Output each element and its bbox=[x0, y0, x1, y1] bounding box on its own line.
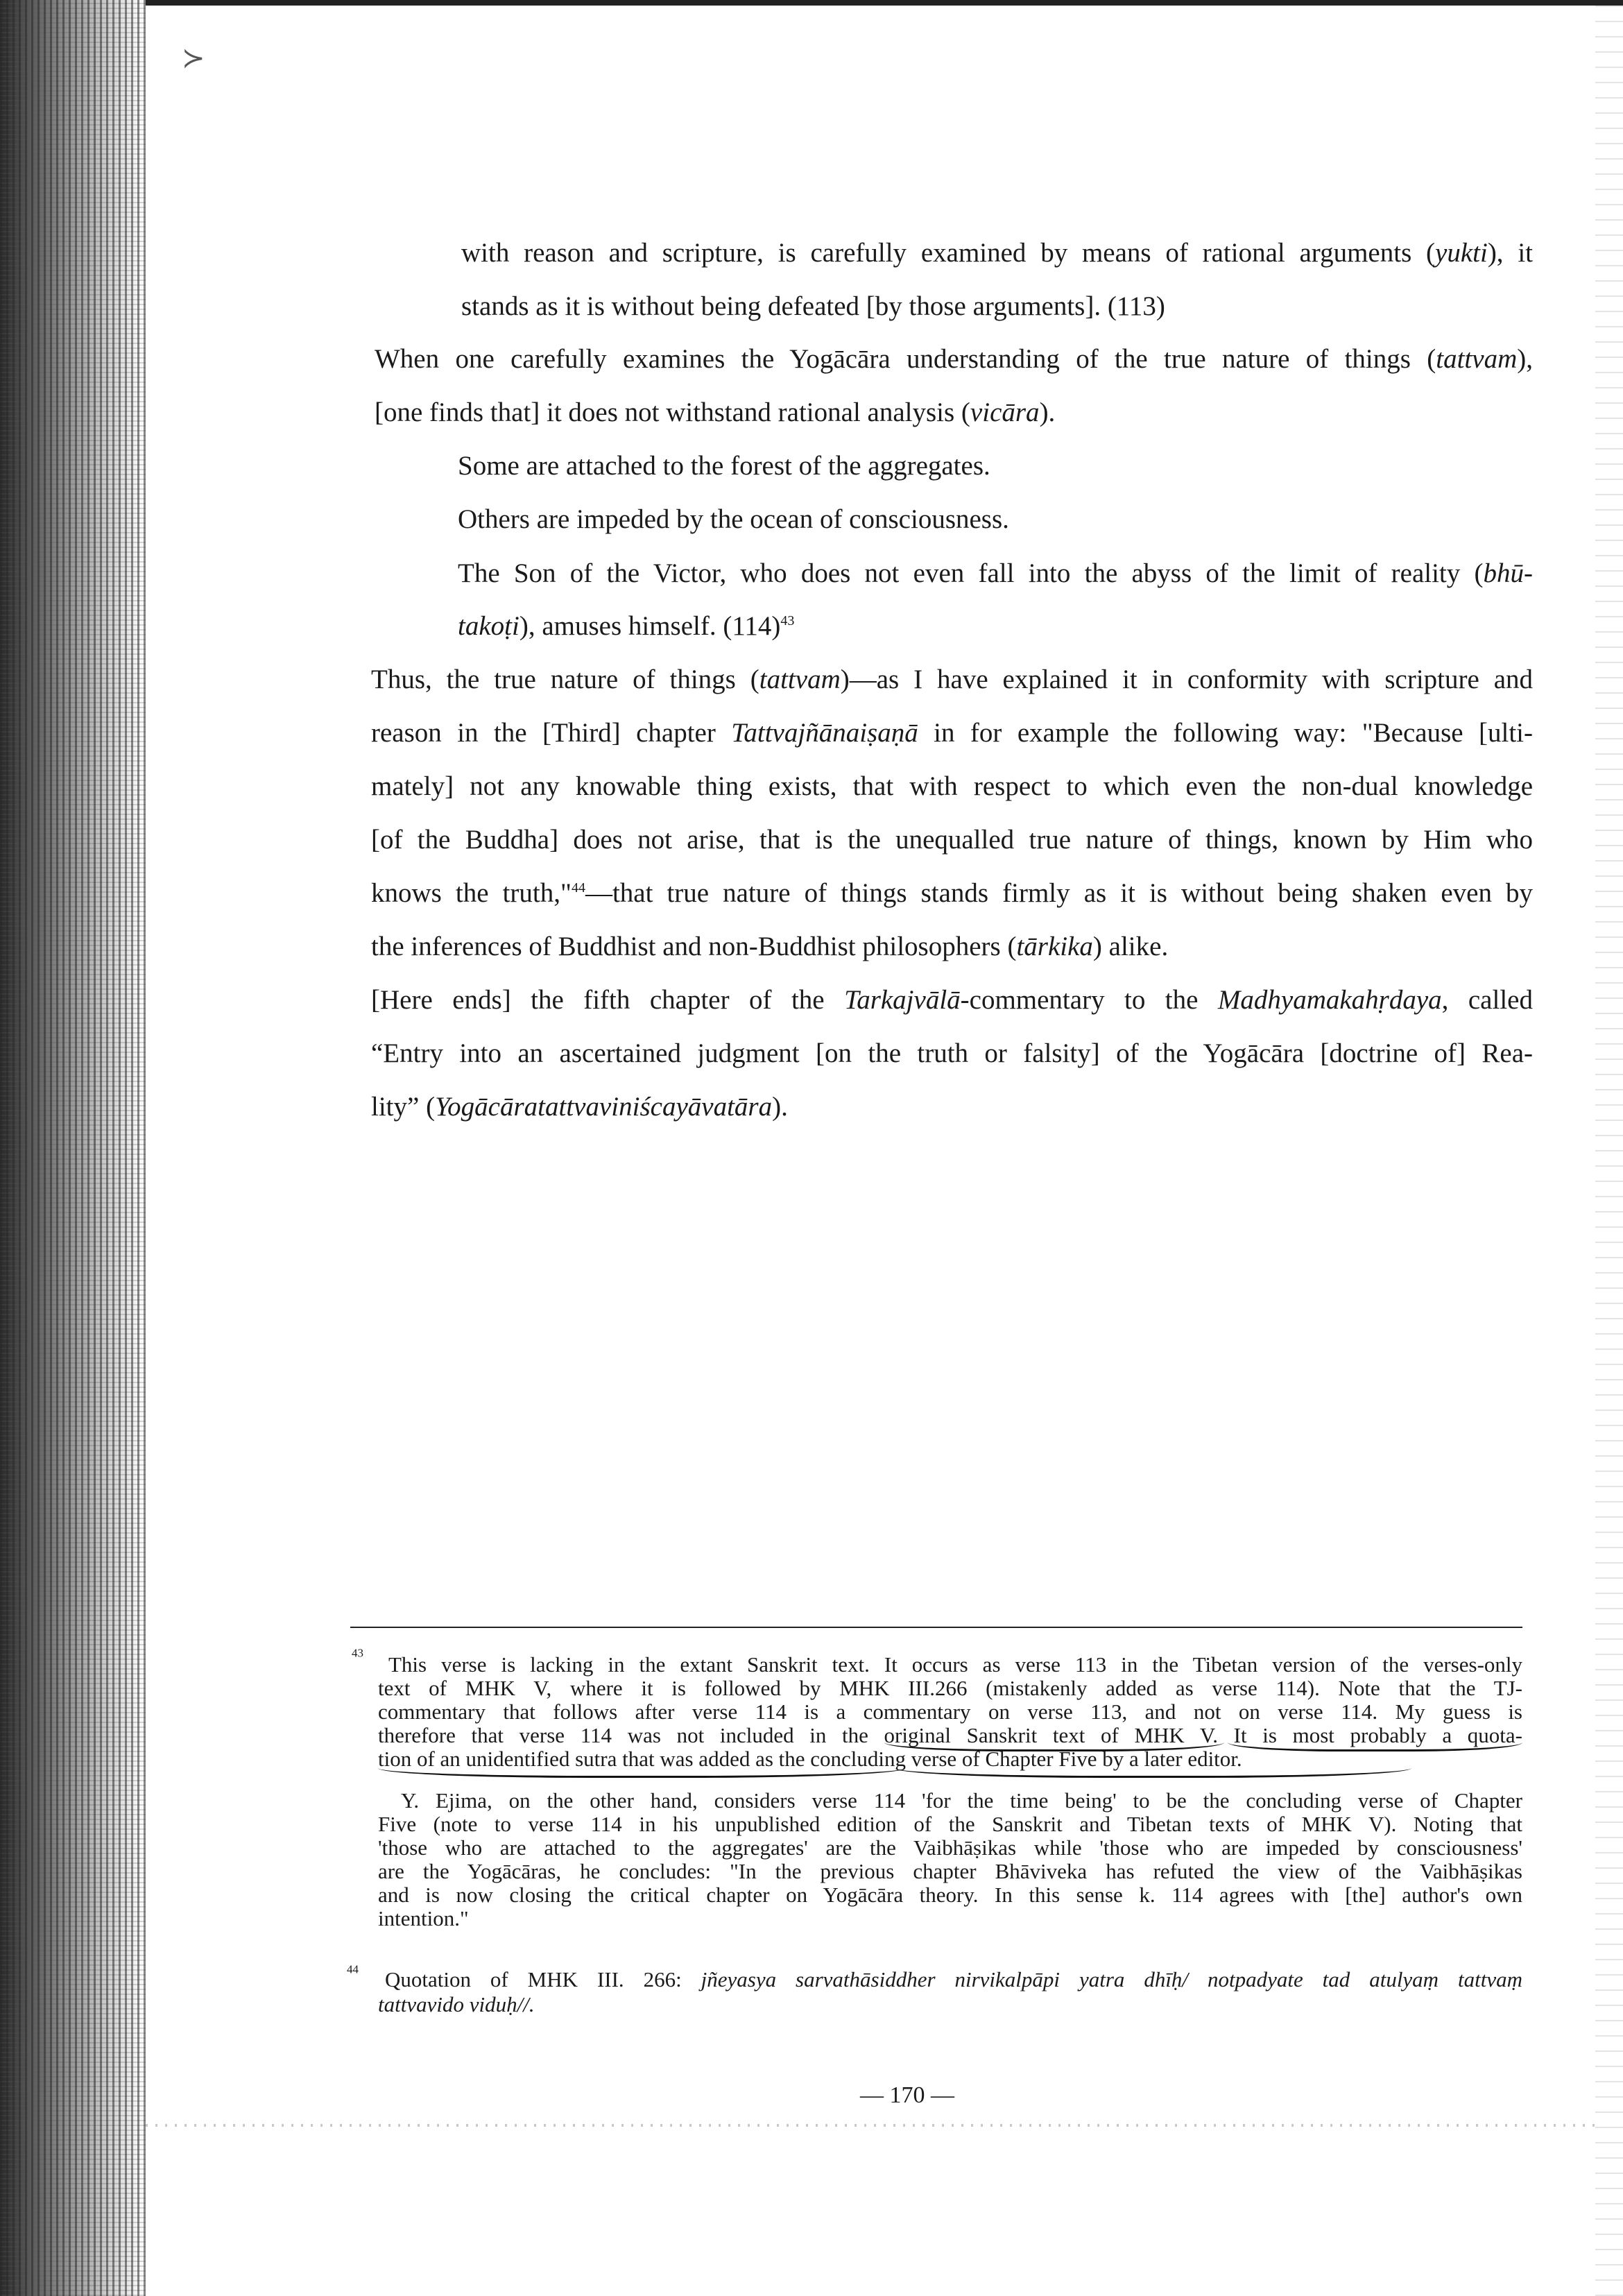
p1-line-2: stands as it is without being defeated [by those arguments]. (113) bbox=[461, 291, 1165, 321]
footnote-separator bbox=[350, 1627, 1522, 1628]
footnote-43-line-7: Five (note to verse 114 in his unpublished edition of the Sanskrit and Tibetan texts of MHK V). Noting that bbox=[378, 1812, 1522, 1836]
scan-bottom-noise bbox=[146, 2124, 1602, 2127]
p3-line-1: Thus, the true nature of things (tattvam)—as I have explained it in conformity with scripture and bbox=[371, 665, 1534, 694]
book-binding-shadow bbox=[0, 0, 146, 2296]
p4-line-3: lity” (Yogācāratattvaviniścayāvatāra). bbox=[371, 1092, 788, 1122]
footnote-43-line-9: are the Yogācāras, he concludes: "In the previous chapter Bhāviveka has refuted the view of the Vaibhāṣikas bbox=[378, 1859, 1522, 1883]
footnote-43-line-2: text of MHK V, where it is followed by MHK III.266 (mistakenly added as verse 114). Note that the TJ- bbox=[378, 1676, 1522, 1700]
handwritten-underline-4 bbox=[895, 1767, 1411, 1778]
p2-line-2: [one finds that] it does not withstand rational analysis (vicāra). bbox=[375, 397, 1056, 427]
footnote-ref-44: 44 bbox=[571, 880, 585, 896]
footnote-43-line-6: Y. Ejima, on the other hand, considers verse 114 'for the time being' to be the concluding verse of Chapter bbox=[401, 1788, 1522, 1813]
footnote-44-line-2: tattvavido viduḥ//. bbox=[378, 1992, 535, 2016]
scan-edge-noise bbox=[1595, 0, 1623, 2296]
footnote-43-line-11: intention." bbox=[378, 1906, 469, 1930]
p4-line-2: “Entry into an ascertained judgment [on the truth or falsity] of the Yogācāra [doctrine of] Rea- bbox=[371, 1038, 1533, 1068]
verse-line-4: takoṭi), amuses himself. $(114)^{43}$ bbox=[458, 611, 795, 641]
footnote-43-marker: 43 bbox=[352, 1646, 363, 1660]
footnote-43-line-10: and is now closing the critical chapter on Yogācāra theory. In this sense k. 114 agrees with [the] author's own bbox=[378, 1883, 1522, 1907]
p3-line-6: the inferences of Buddhist and non-Buddhist philosophers (tārkika) alike. bbox=[371, 932, 1169, 961]
handwritten-underline-2 bbox=[1228, 1742, 1522, 1751]
verse-line-1: Some are attached to the forest of the aggregates. bbox=[458, 451, 990, 481]
p2-line-1: When one carefully examines the Yogācāra understanding of the true nature of things (tattvam), bbox=[375, 344, 1533, 374]
footnote-44-line-1: Quotation of MHK III. 266: jñeyasya sarvathāsiddher nirvikalpāpi yatra dhīḥ/ notpadyate tad atulyaṃ tattvaṃ bbox=[385, 1967, 1522, 1991]
p3-line-3: mately] not any knowable thing exists, that with respect to which even the non-dual knowledge bbox=[371, 771, 1533, 801]
footnote-43-line-5: tion of an unidentified sutra that was added as the concluding verse of Chapter Five by a later editor. bbox=[378, 1747, 1242, 1771]
verse-line-2: Others are impeded by the ocean of consciousness. bbox=[458, 504, 1009, 534]
p3-line-4: [of the Buddha] does not arise, that is the unequalled true nature of things, known by Him who bbox=[371, 825, 1533, 855]
handwritten-underline-3 bbox=[378, 1767, 905, 1778]
scan-top-rule bbox=[0, 0, 1623, 6]
footnote-44-marker: 44 bbox=[347, 1962, 359, 1976]
footnote-43-line-8: 'those who are attached to the aggregates' are the Vaibhāṣikas while 'those who are impeded by consciousness' bbox=[378, 1835, 1522, 1860]
p3-line-5: knows the truth,"$^{44}$—that true nature of things stands firmly as it is without being shaken even by bbox=[371, 878, 1533, 908]
footnote-ref-43: 43 bbox=[780, 613, 795, 628]
verse-line-3: The Son of the Victor, who does not even fall into the abyss of the limit of reality (bhū- bbox=[458, 558, 1533, 588]
footnote-43-line-4: therefore that verse 114 was not included in the original Sanskrit text of MHK V. It is most probably a quota- bbox=[378, 1723, 1522, 1747]
p1-line-1: with reason and scripture, is carefully examined by means of rational arguments (yukti), it bbox=[461, 238, 1533, 268]
p3-line-2: reason in the [Third] chapter Tattvajñānaiṣaṇā in for example the following way: "Because [ulti- bbox=[371, 718, 1534, 748]
footnote-43-line-1: This verse is lacking in the extant Sanskrit text. It occurs as verse 113 in the Tibetan version of the verses-only bbox=[388, 1652, 1522, 1677]
p4-line-1: [Here ends] the fifth chapter of the Tarkajvālā-commentary to the Madhyamakahṛdaya, called bbox=[371, 985, 1533, 1015]
footnote-43-line-3: commentary that follows after verse 114 is a commentary on verse 113, and not on verse 114. My guess is bbox=[378, 1699, 1522, 1724]
page-number: — 170 — bbox=[860, 2082, 954, 2108]
margin-mark: ≻ bbox=[182, 42, 205, 74]
